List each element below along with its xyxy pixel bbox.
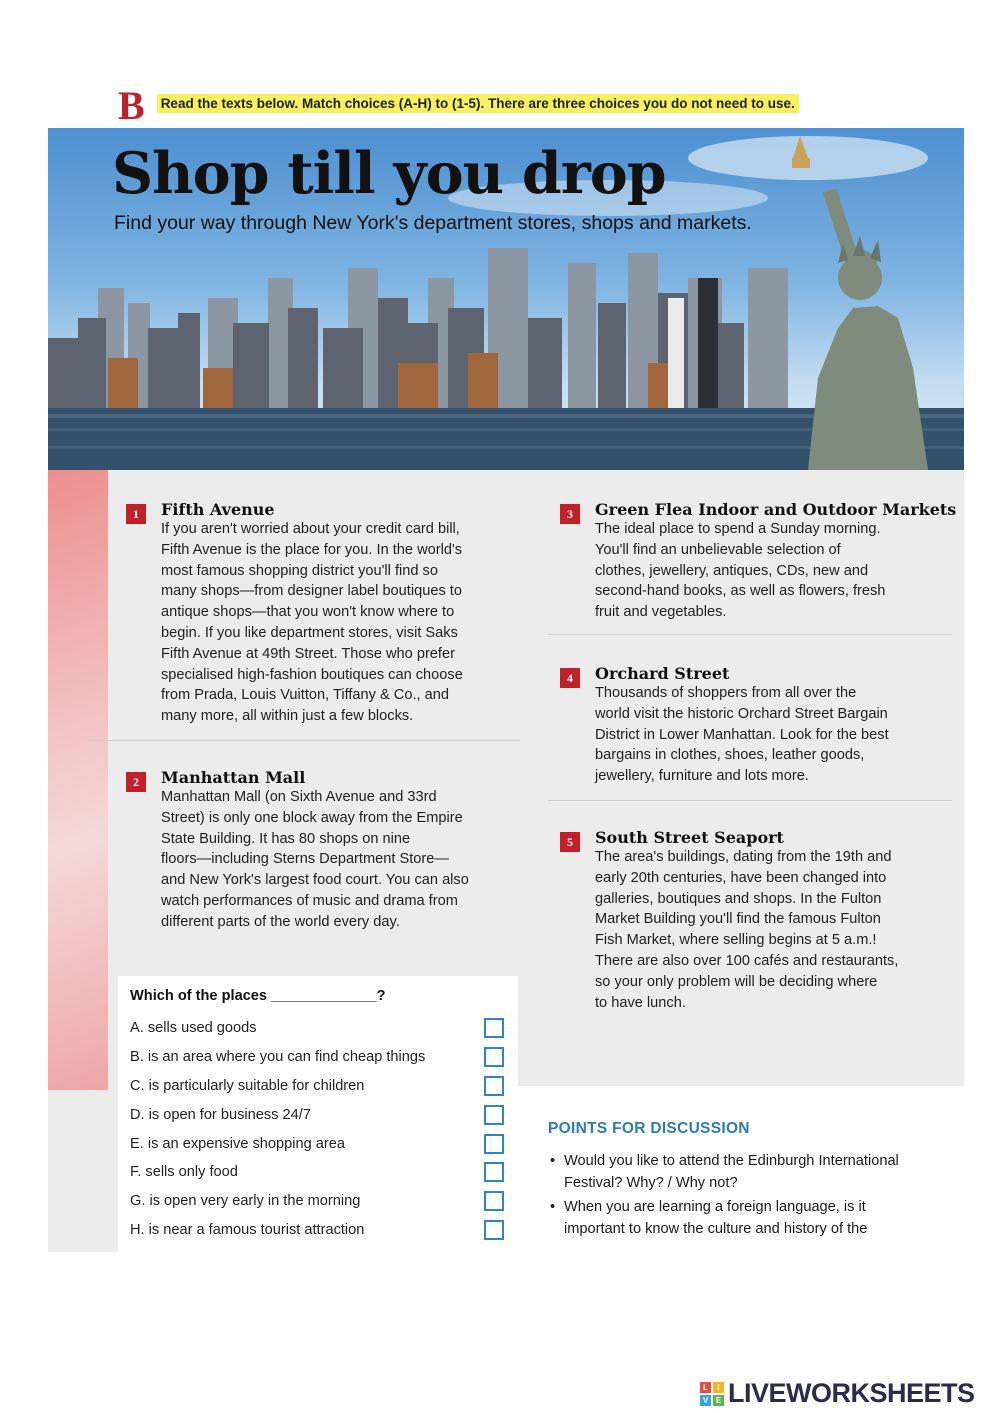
- entry-green-flea: [560, 500, 956, 623]
- option-row-e: [130, 1129, 518, 1158]
- entry-line: watch performances of music and drama from: [161, 892, 458, 909]
- entry-line: second-hand books, as well as flowers, fresh: [595, 583, 886, 600]
- discussion-line: When you are learning a foreign language, is it: [564, 1199, 866, 1215]
- entry-line: floors—including Sterns Department Store—: [161, 851, 449, 868]
- page-subtitle: Find your way through New York's department stores, shops and markets.: [114, 212, 752, 234]
- entry-body: [161, 519, 463, 727]
- entry-line: fruit and vegetables.: [595, 604, 727, 621]
- logo-letter: I: [713, 1382, 724, 1393]
- entry-line: most famous shopping district you'll find so: [161, 562, 438, 579]
- entry-line: Fifth Avenue is the place for you. In the world's: [161, 541, 463, 558]
- decorative-red-band: [48, 470, 108, 1090]
- answer-checkbox-a[interactable]: [484, 1018, 504, 1038]
- bullet-icon: •: [550, 1153, 556, 1169]
- entry-title: South Street Seaport: [595, 828, 784, 847]
- entry-line: Manhattan Mall (on Sixth Avenue and 33rd: [161, 789, 437, 805]
- answer-checkbox-c[interactable]: [484, 1076, 504, 1096]
- hero-banner: [48, 128, 964, 470]
- entry-line: many shops—from designer label boutiques to: [161, 583, 462, 600]
- option-row-f: [130, 1158, 518, 1187]
- entry-line: so your only problem will be deciding where: [595, 973, 878, 990]
- entry-number: 5: [560, 832, 580, 852]
- entry-line: antique shops—that you won't know where to: [161, 604, 455, 621]
- entry-number: 2: [126, 772, 146, 792]
- liveworksheets-watermark: [700, 1378, 975, 1409]
- entry-line: Fish Market, where selling begins at 5 a.m.!: [595, 932, 877, 949]
- option-row-a: [130, 1014, 518, 1043]
- entry-orchard-street: [560, 664, 889, 787]
- entry-line: District in Lower Manhattan. Look for the best: [595, 726, 889, 743]
- entry-line: many more, all within just a few blocks.: [161, 708, 414, 725]
- answer-checkbox-e[interactable]: [484, 1134, 504, 1154]
- entry-number: 1: [126, 504, 146, 524]
- entry-line: State Building. It has 80 shops on nine: [161, 830, 411, 847]
- liveworksheets-logo-icon: [700, 1382, 724, 1406]
- logo-letter: E: [713, 1395, 724, 1406]
- entry-line: jewellery, furniture and lots more.: [595, 768, 809, 785]
- option-row-c: [130, 1072, 518, 1101]
- entry-line: from Prada, Louis Vuitton, Tiffany & Co., and: [161, 687, 449, 704]
- entry-body: [595, 847, 898, 1013]
- entry-line: clothes, jewellery, antiques, CDs, new and: [595, 562, 869, 579]
- option-label: B. is an area where you can find cheap things: [130, 1049, 426, 1066]
- discussion-item: [548, 1150, 964, 1194]
- answer-checkbox-f[interactable]: [484, 1162, 504, 1182]
- entry-line: Thousands of shoppers from all over the: [595, 685, 857, 701]
- instruction-text: Read the texts below. Match choices (A-H) to (1-5). There are three choices you do not need to use.: [157, 94, 799, 113]
- entry-line: galleries, boutiques and shops. In the Fulton: [595, 890, 882, 907]
- entry-body: [161, 787, 469, 933]
- discussion-section: [548, 1120, 964, 1242]
- watermark-text: LIVEWORKSHEETS: [728, 1378, 975, 1408]
- discussion-line: important to know the culture and history of the: [564, 1221, 868, 1237]
- logo-letter: L: [700, 1382, 711, 1393]
- entry-south-street-seaport: [560, 828, 898, 1013]
- option-label: E. is an expensive shopping area: [130, 1135, 345, 1152]
- entry-fifth-avenue: [126, 500, 463, 727]
- entry-line: You'll find an unbelievable selection of: [595, 541, 841, 558]
- answer-checkbox-g[interactable]: [484, 1191, 504, 1211]
- option-label: D. is open for business 24/7: [130, 1106, 311, 1123]
- entry-line: Market Building you'll find the famous Fulton: [595, 911, 881, 928]
- entry-line: There are also over 100 cafés and restaurants,: [595, 952, 899, 969]
- discussion-title: POINTS FOR DISCUSSION: [548, 1120, 750, 1137]
- option-row-g: [130, 1187, 518, 1216]
- option-row-h: [130, 1216, 518, 1245]
- answer-checkbox-d[interactable]: [484, 1105, 504, 1125]
- section-letter: B: [118, 83, 145, 128]
- entry-line: The ideal place to spend a Sunday morning.: [595, 521, 881, 537]
- divider: [88, 740, 520, 741]
- option-row-d: [130, 1100, 518, 1129]
- option-label: G. is open very early in the morning: [130, 1193, 361, 1210]
- instruction-row: [118, 80, 799, 126]
- answer-checkbox-h[interactable]: [484, 1220, 504, 1240]
- answer-checkbox-b[interactable]: [484, 1047, 504, 1067]
- discussion-line: Would you like to attend the Edinburgh International: [564, 1153, 899, 1169]
- entry-line: The area's buildings, dating from the 19th and: [595, 849, 892, 865]
- entry-number: 4: [560, 668, 580, 688]
- entry-line: early 20th centuries, have been changed into: [595, 869, 887, 886]
- option-label: F. sells only food: [130, 1164, 238, 1181]
- entry-title: Fifth Avenue: [161, 500, 275, 519]
- divider: [548, 800, 952, 801]
- entry-line: begin. If you like department stores, visit Saks: [161, 624, 458, 641]
- entry-line: Street) is only one block away from the Empire: [161, 809, 463, 826]
- page-title: Shop till you drop: [112, 140, 666, 207]
- entry-title: Orchard Street: [595, 664, 730, 683]
- entry-line: bargains in clothes, shoes, leather goods,: [595, 747, 865, 764]
- worksheet-page: [48, 128, 964, 1252]
- option-label: H. is near a famous tourist attraction: [130, 1221, 365, 1238]
- entry-line: world visit the historic Orchard Street Bargain: [595, 705, 888, 722]
- entry-number: 3: [560, 504, 580, 524]
- logo-letter: V: [700, 1395, 711, 1406]
- divider: [548, 634, 952, 635]
- entry-line: to have lunch.: [595, 994, 686, 1011]
- question-heading: Which of the places _____________?: [130, 988, 386, 1004]
- entry-manhattan-mall: [126, 768, 469, 933]
- entry-body: [595, 519, 956, 623]
- discussion-line: Festival? Why? / Why not?: [564, 1175, 738, 1191]
- option-label: C. is particularly suitable for children: [130, 1077, 365, 1094]
- bullet-icon: •: [550, 1199, 556, 1215]
- entry-body: [595, 683, 889, 787]
- entry-line: Fifth Avenue at 49th Street. Those who prefer: [161, 645, 455, 662]
- entry-line: and New York's largest food court. You can also: [161, 872, 469, 889]
- matching-question-box: [118, 976, 518, 1252]
- entry-title: Green Flea Indoor and Outdoor Markets: [595, 500, 957, 519]
- entry-line: specialised high-fashion boutiques can choose: [161, 666, 463, 683]
- discussion-item: [548, 1196, 964, 1240]
- entry-title: Manhattan Mall: [161, 768, 306, 787]
- entry-line: If you aren't worried about your credit card bill,: [161, 521, 460, 537]
- entry-line: different parts of the world every day.: [161, 913, 400, 930]
- option-row-b: [130, 1043, 518, 1072]
- option-label: A. sells used goods: [130, 1020, 257, 1037]
